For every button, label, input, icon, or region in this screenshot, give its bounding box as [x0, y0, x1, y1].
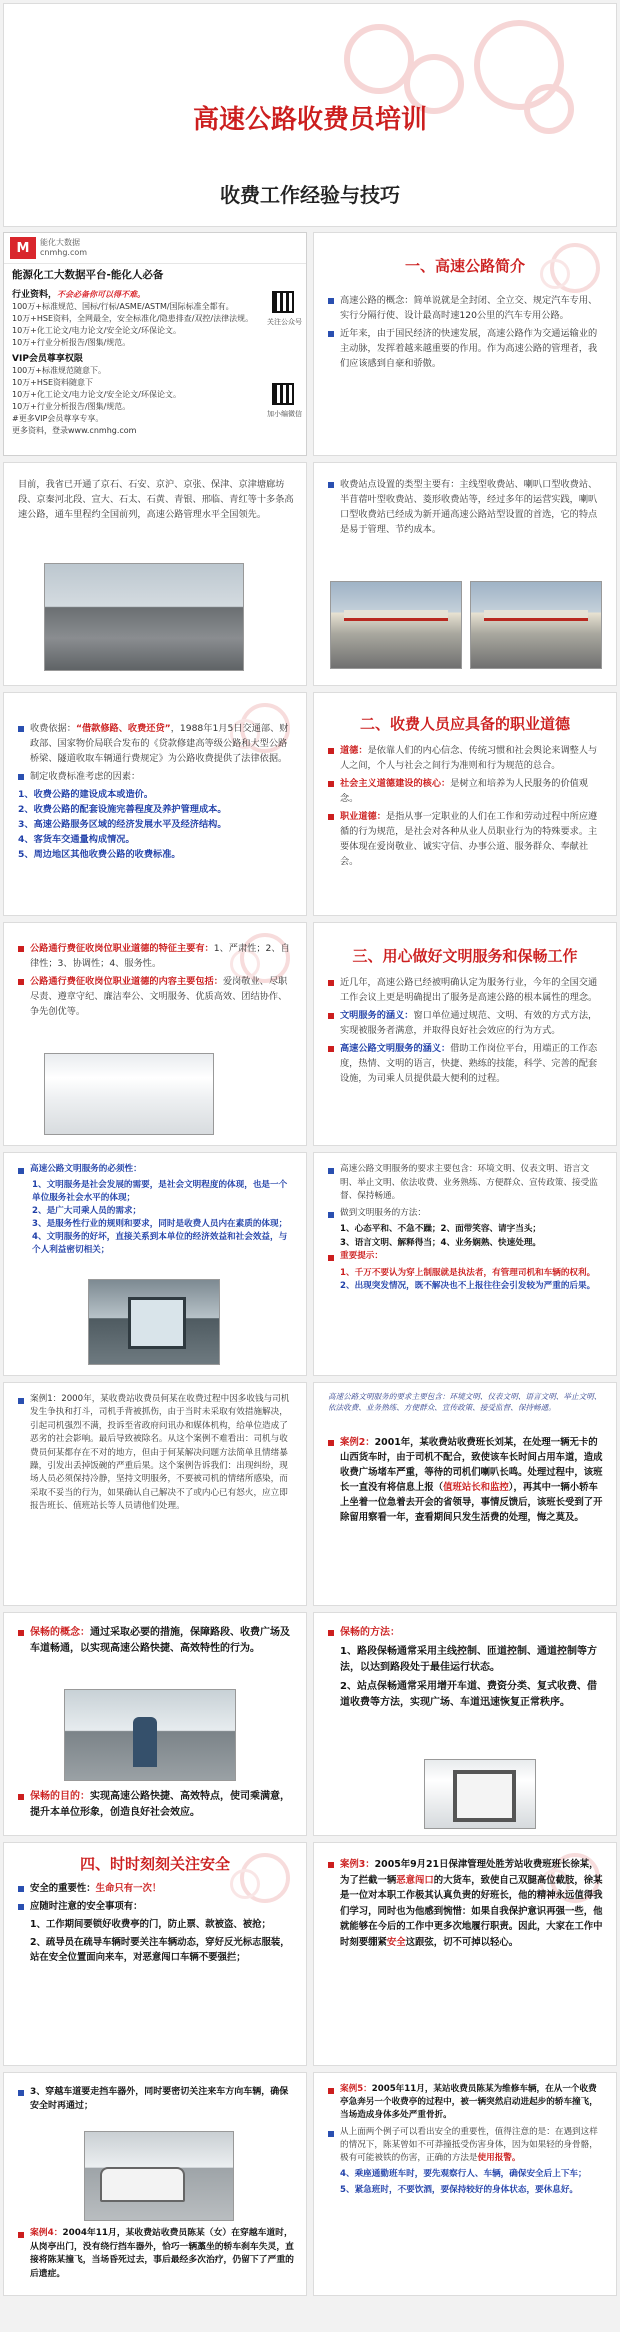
case4-text: 2004年11月，某收费站收费员陈某（女）在穿越车道时，从岗亭出门，没有绕行挡车器外，恰巧一辆藁坐的轿车刹车失灵，直接将陈某撞飞，当场昏死过去，事后最经多次治疗，仍留下了严重的后遗症。 — [30, 2228, 294, 2279]
towels-photo — [44, 1053, 214, 1135]
case3-label: 案例3： — [340, 1859, 375, 1870]
slide-smooth-concept — [3, 1612, 307, 1836]
slide-province-highways — [3, 462, 307, 686]
purpose-text: 实现高速公路快捷、高效特点，使司乘满意，提升本单位形象，创造良好社会效应。 — [30, 1791, 290, 1818]
list-item: 1、文明服务是社会发展的需要，是社会文明程度的体现，也是一个单位服务社会水平的体现； — [32, 1180, 288, 1203]
province-text: 目前，我省已开通了京石、石安、京沪、京张、保津、京津塘廊坊段、京秦河北段、宣大、石太、石黄、青银、邢临、青红等十多条高速公路，通车里程约全国前列，高速公路管理水平全国领先。 — [18, 479, 294, 520]
traffic-staff-photo — [64, 1689, 236, 1781]
slide-ethics-features — [3, 922, 307, 1146]
lesson-text: 从上面两个例子可以看出安全的重要性，值得注意的是：在遇到这样的情况下，陈某曾如不可莽撞抵受伤害身体，因为如果轻的身骨骼，极有可能被铁的伤害，正确的方法是 — [340, 2126, 598, 2164]
qr-code-icon — [272, 383, 294, 405]
cover-subtitle: 收费工作经验与技巧 — [220, 183, 400, 207]
slide-title: 二、收费人员应具备的职业道德 — [359, 715, 570, 733]
list-item: 3、语言文明、解释得当；4、业务娴熟、快速处理。 — [340, 1237, 542, 1248]
tips-list — [328, 1267, 604, 1294]
ad-card — [3, 232, 307, 456]
content-text: 爱岗敬业、尽职尽责、遵章守纪、廉洁奉公、文明服务、优质高效、团结协作、争先创优等。 — [30, 976, 288, 1017]
brand-url: cnmhg.com — [40, 248, 88, 257]
core-label: 社会主义道德建设的核心： — [340, 778, 451, 789]
necessity-list — [18, 1179, 294, 1257]
methods-label: 做到文明服务的方法： — [328, 1207, 604, 1221]
list-item: 10万+化工论文/电力论文/安全论文/环保论文。 — [12, 326, 181, 335]
concept-text: 通过采取必要的措施，保障路段、收费广场及车道畅通，以实现高速公路快捷、高效特性的行为。 — [30, 1627, 290, 1654]
slide-safety — [3, 1842, 307, 2066]
brand-logo-icon: M — [10, 237, 36, 259]
follow-label: 关注公众号 — [267, 318, 302, 326]
concept-text: 高速公路的概念：简单说就是全封闭、全立交、规定汽车专用、实行分隔行使、设计最高时速120公里的汽车专用公路。 — [328, 293, 604, 323]
toll-plaza-photo — [470, 581, 602, 669]
requirements-reminder: 高速公路文明服务的要求主要包含：环境文明、仪表文明、语言文明、举止文明、依法收费、业务熟练、方便群众、宣传政策、接受监督、保持畅通。 — [328, 1392, 602, 1412]
list-item: 4、客货车交通量构成情况。 — [18, 834, 135, 845]
morality-text: 是依靠人们的内心信念、传统习惯和社会舆论来调整人与人之间，个人与社会之间行为准则和行为规范的总合。 — [340, 745, 598, 771]
case3-text-b: 的大货车，致使自己双腿高位截肢，徐某是一位对本职工作极其认真负责的好班长，他的精神永远值得我们学习，同时也为他感到惋惜：如果自我保护意识再强一些，他就能够在今后的工作中更多次地履行职责。因此，大家在工作中时刻要绷紧 — [340, 1874, 603, 1948]
case3-text-c: 这跟弦，切不可掉以轻心。 — [405, 1936, 519, 1948]
slide-station-types — [313, 462, 617, 686]
slide-service-requirements — [313, 1152, 617, 1376]
slide-title: 一、高速公路简介 — [404, 257, 525, 275]
list-item: 1、工作期间要锁好收费亭的门，防止票、款被盗、被抢； — [30, 1919, 271, 1930]
slide-civil-service — [313, 922, 617, 1146]
section1-emph: 不会必备你可以得不难。 — [57, 290, 146, 299]
professional-text: 是指从事一定职业的人们在工作和劳动过程中所应遵循的行为规范，是社会对各种从业人员职业行为的特殊要求。主要体现在爱岗敬业、诚实守信、办事公道、服务群众、奉献社会。 — [340, 811, 598, 867]
method-1: 1、路段保畅通常采用主线控制、匝道控制、通道控制等方法，以达到路段处于最佳运行状态。 — [340, 1646, 597, 1673]
development-text: 近年来，由于国民经济的快速发展，高速公路作为交通运输业的主动脉，发挥着越来越重要的作用。作为高速公路的管理者，我们应该感到自豪和骄傲。 — [328, 326, 604, 371]
list-item: 3、高速公路服务区域的经济发展水平及经济结构。 — [18, 819, 227, 830]
section1-title: 行业资料， — [12, 290, 58, 300]
section2-title: VIP会员尊享权限 — [12, 354, 83, 364]
features-text: 1、严肃性；2、自律性；3、协调性；4、服务性。 — [30, 943, 290, 969]
list-item: 4、乘座通勤班车时，要先观察行人、车辆，确保安全后上下车； — [340, 2169, 587, 2180]
importance-text: 生命只有一次！ — [95, 1883, 162, 1894]
slide-case1 — [3, 1382, 307, 1606]
factors-intro: 制定收费标准考虑的因素： — [18, 769, 294, 784]
service-intro: 近几年，高速公路已经被明确认定为服务行业，今年的全国交通工作会议上更是明确提出了服务是高速公路的根本属性的理念。 — [328, 975, 604, 1005]
concept-label: 保畅的概念： — [30, 1627, 90, 1638]
case3-emph2: 安全 — [386, 1936, 406, 1948]
list-item: 2、是广大司乘人员的需求； — [32, 1206, 142, 1216]
case3-text: 2005年9月21日保津管理处胜芳站收费班班长徐某，为了拦截一辆 — [340, 1859, 599, 1886]
list-item: 3、是服务性行业的规则和要求，同时是收费人员内在素质的体现； — [32, 1219, 288, 1229]
items2-list — [12, 365, 298, 413]
cover-title: 高速公路收费员培训 — [192, 105, 427, 135]
morality-label: 道德： — [340, 745, 368, 756]
list-item: 1、千万不要认为穿上制服就是执法者，有管理司机和车辆的权利。 — [340, 1267, 596, 1278]
slide-case5 — [313, 2072, 617, 2296]
list-item: 1、心态平和、不急不躁；2、面带笑容、请字当头； — [340, 1224, 542, 1234]
list-item: 10万+行业分析报告/图集/规范。 — [12, 402, 131, 411]
toll-plaza-photo — [330, 581, 462, 669]
ad-body — [4, 285, 306, 441]
items1-list — [12, 301, 298, 349]
importance-label: 安全的重要性： — [30, 1883, 96, 1894]
platform-name: 能源化工大数据平台-能化人必备 — [12, 269, 164, 281]
case5-text: 2005年11月，某站收费员陈某为维修车辆，在从一个收费亭急奔另一个收费亭的过程中，被一辆突然启动进起步的轿车撞飞，当场造成身体多处严重骨折。 — [340, 2084, 598, 2121]
civil-text: 窗口单位通过规范、文明、有效的方式方法，实现被服务者满意，并取得良好社会效应的行为方式。 — [340, 1010, 598, 1036]
factors-list — [18, 787, 294, 862]
case3-emph: 恶意闯口 — [396, 1874, 434, 1886]
slide-case3 — [313, 1842, 617, 2066]
add-label: 加小编微信 — [267, 410, 302, 418]
list-item: 10万+行业分析报告/图集/规范。 — [12, 338, 131, 347]
toll-booth-photo — [88, 1279, 220, 1365]
basis-text: ，1988年1月5日交通部、财政部、国家物价局联合发布的《贷款修建高等级公路和大型公路桥梁、隧道收取车辆通行费规定》为公路收费提供了法律依据。 — [30, 723, 289, 764]
slide-smooth-methods — [313, 1612, 617, 1836]
tips-label: 重要提示： — [328, 1250, 604, 1264]
list-item: 5、周边地区其他收费公路的收费标准。 — [18, 849, 181, 860]
more-vip: #更多VIP会员尊享专享。 — [12, 414, 104, 423]
car-accident-photo — [84, 2131, 234, 2221]
case2-emph: 值班站长和监控 — [443, 1482, 509, 1493]
more-link[interactable]: 更多资料，登录www.cnmhg.com — [12, 426, 137, 435]
qr-code-icon — [272, 291, 294, 313]
methods-list — [328, 1223, 604, 1250]
hw-civil-text: 借助工作岗位平台，用端正的工作态度，热情、文明的语言，快捷、熟练的技能，科学、完善的配套设施，为司乘人员提供最大便利的过程。 — [340, 1043, 598, 1084]
slide-service-necessity — [3, 1152, 307, 1376]
slide-toll-basis — [3, 692, 307, 916]
case2-label: 案例2： — [340, 1437, 375, 1448]
necessity-title: 高速公路文明服务的必须性： — [18, 1163, 294, 1176]
list-item: 100万+标准规范、国标/行标/ASME/ASTM/国际标准全都有。 — [12, 302, 234, 311]
basis-quote: “借款修路、收费还贷” — [75, 723, 171, 734]
basis-label: 收费依据： — [30, 723, 76, 734]
toll-kiosk-photo — [424, 1759, 536, 1829]
hw-civil-label: 高速公路文明服务的涵义： — [340, 1043, 451, 1054]
method-2: 2、站点保畅通常采用增开车道、费资分类、复式收费、借道收费等方法，实现广场、车道迅速恢复正常秩序。 — [340, 1681, 597, 1708]
safety-list — [18, 1917, 294, 1965]
core-text: 是树立和培养为人民服务的价值观念。 — [340, 778, 589, 804]
list-item: 1、收费公路的建设成本或造价。 — [18, 789, 154, 800]
cover-slide — [3, 3, 617, 227]
slide-case2 — [313, 1382, 617, 1606]
slide-title: 四、时时刻刻关注安全 — [79, 1855, 230, 1873]
list-item: 10万+化工论文/电力论文/安全论文/环保论文。 — [12, 390, 181, 399]
attention-intro: 应随时注意的安全事项有： — [18, 1899, 294, 1914]
slide-ethics — [313, 692, 617, 916]
requirements-text: 高速公路文明服务的要求主要包含：环境文明、仪表文明、语言文明、举止文明、依法收费、业务熟练、方便群众、宣传政策、接受监督、保持畅通。 — [328, 1163, 604, 1204]
safety-list-2 — [328, 2168, 604, 2197]
list-item: 4、文明服务的好坏，直接关系到本单位的经济效益和社会效益，与个人利益密切相关； — [32, 1232, 288, 1255]
ad-header — [4, 233, 306, 264]
list-item: 2、出现突发情况，既不解决也不上报往往会引发较为严重的后果。 — [340, 1281, 596, 1291]
purpose-label: 保畅的目的： — [30, 1791, 90, 1802]
highway-photo — [44, 563, 244, 671]
list-item: 5、紧急班时，不要饮酒，要保持较好的身体状态，要休息好。 — [340, 2185, 579, 2196]
list-item: 2、疏导员在疏导车辆时要关注车辆动态，穿好反光标志服装，站在安全位置面向来车，对恶意闯口车辆不要强拦； — [30, 1937, 290, 1963]
case2-text: 2001年，某收费站收费班长刘某，在处理一辆无卡的山西货车时，由于司机不配合，致使该车长时间占用车道，造成收费广场堵车严重，等待的司机们喇叭长鸣。处理过程中，该班长一直没有将信息上报（ — [340, 1437, 603, 1493]
methods-title: 保畅的方法： — [328, 1625, 604, 1641]
case4-label: 案例4： — [30, 2228, 63, 2238]
list-item: 2、收费公路的配套设施完善程度及养护管理成本。 — [18, 804, 227, 815]
list-item: 100万+标准规范随意下。 — [12, 366, 106, 375]
list-item: 10万+HSE资料，全网最全，安全标准化/隐患排查/双控/法律法规。 — [12, 314, 254, 323]
slide-title: 三、用心做好文明服务和保畅工作 — [352, 947, 578, 965]
professional-label: 职业道德： — [340, 811, 386, 822]
civil-label: 文明服务的涵义： — [340, 1010, 414, 1021]
case5-label: 案例5： — [340, 2084, 372, 2094]
content-label: 公路通行费征收岗位职业道德的内容主要包括： — [30, 976, 223, 987]
station-types-text: 收费站点设置的类型主要有：主线型收费站、喇叭口型收费站、半苜蓿叶型收费站、菱形收费站等，经过多年的运营实践，喇叭口型收费站已经成为新开通高速公路站型设置的首选，它的特点是易于管理、节约成本。 — [328, 477, 604, 537]
list-item: 10万+HSE资料随意下 — [12, 378, 94, 387]
slide-case4 — [3, 2072, 307, 2296]
case2-text-b: ），再其中一辆小轿车上坐着一位急着去开会的省领导，事情反馈后，该班长受到了开除留用察看一年，查看期间只发生活费的处理，悔之莫及。 — [340, 1482, 603, 1523]
lesson-emph: 使用报警。 — [477, 2153, 521, 2164]
brand-name: 能化大数据 — [40, 238, 80, 247]
item-3: 3、穿越车道要走挡车器外，同时要密切关注来车方向车辆，确保安全时再通过； — [18, 2085, 294, 2113]
case1-text: 案例1：2000年，某收费站收费员何某在收费过程中因多收钱与司机发生争执和打斗，司机手背被抓伤，由于当时未采取有效措施解决，引起司机强烈不满，投诉至省政府问讯办和媒体机构，给单位造成了恶劣的社会影响。最后导致被除名。从这个案例不难看出：司机与收费员何某都存在不对的地方，但由于何某解决问题方法简单且情绪暴躁，引发出丢掉饭碗的严重后果。这个案例告诉我们：出现纠纷，现场人员必须保持冷静，坚持文明服务，不要被司机的情绪所感染，而采取不妥当的行为，如果确认自己解决不了或内心已有怒火，应立即报告班长、值班站长等人员请他们处理。 — [18, 1393, 294, 1514]
slide-highway-intro — [313, 232, 617, 456]
features-label: 公路通行费征收岗位职业道德的特征主要有： — [30, 943, 214, 954]
